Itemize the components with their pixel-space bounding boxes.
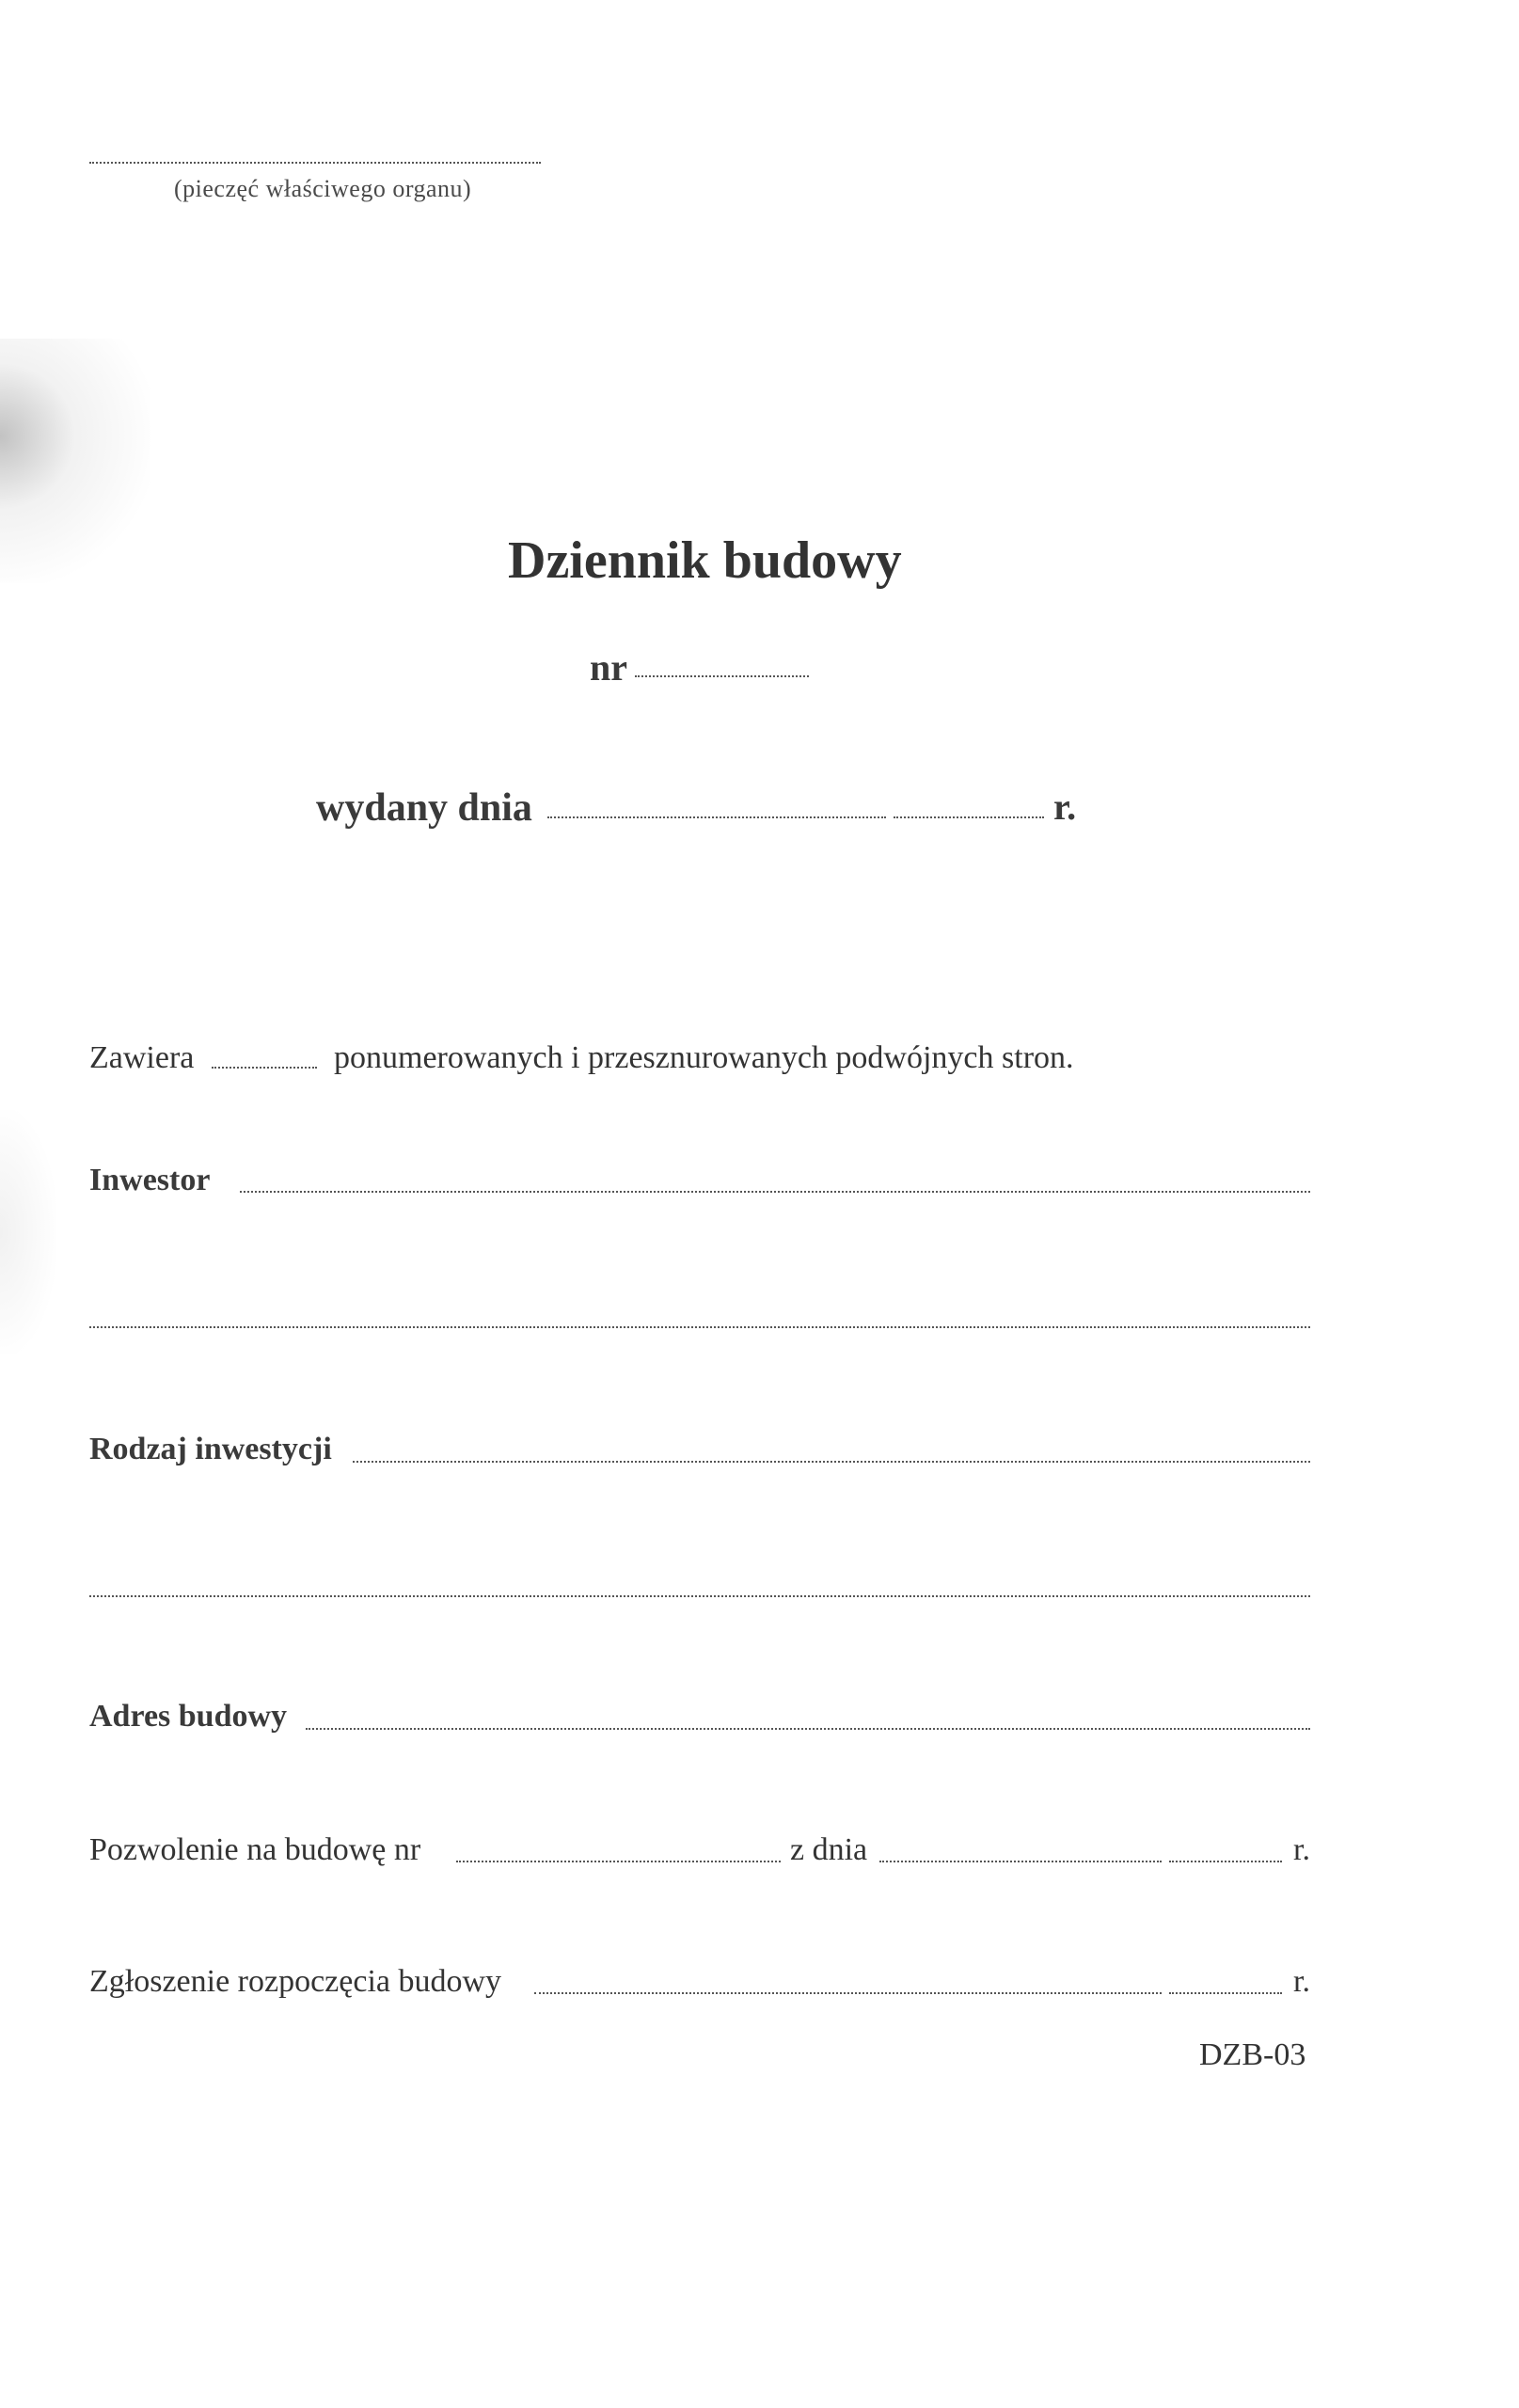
form-code: DZB-03	[1199, 2037, 1306, 2072]
contains-description: ponumerowanych i przesznurowanych podwójnych stron.	[334, 1040, 1074, 1075]
permit-label: Pozwolenie na budowę nr	[89, 1832, 421, 1867]
stamp-dotted-line	[89, 162, 541, 164]
investment-type-label: Rodzaj inwestycji	[89, 1432, 332, 1466]
scan-shadow	[0, 339, 150, 583]
issued-year-suffix: r.	[1053, 785, 1077, 828]
permit-number-field[interactable]	[456, 1861, 781, 1862]
contains-label: Zawiera	[89, 1040, 195, 1075]
permit-year-field[interactable]	[1169, 1861, 1282, 1862]
stamp-caption: (pieczęć właściwego organu)	[174, 175, 472, 202]
construction-address-label: Adres budowy	[89, 1699, 288, 1734]
issued-date-label: wydany dnia	[316, 786, 532, 830]
scan-shadow	[0, 1110, 56, 1354]
permit-date-label: z dnia	[790, 1832, 868, 1867]
issued-year-field[interactable]	[894, 816, 1044, 818]
number-field[interactable]	[635, 675, 809, 677]
permit-date-field[interactable]	[879, 1861, 1162, 1862]
investment-type-field-line-2[interactable]	[89, 1595, 1310, 1597]
page-count-field[interactable]	[212, 1067, 317, 1069]
issued-date-field[interactable]	[547, 816, 886, 818]
investment-type-field[interactable]	[353, 1461, 1310, 1463]
start-notice-year-field[interactable]	[1169, 1992, 1282, 1994]
document-title: Dziennik budowy	[508, 531, 902, 590]
permit-year-suffix: r.	[1293, 1832, 1310, 1867]
investor-label: Inwestor	[89, 1163, 211, 1197]
construction-address-field[interactable]	[306, 1728, 1310, 1730]
investor-field-line-2[interactable]	[89, 1326, 1310, 1328]
start-notice-date-field[interactable]	[534, 1992, 1162, 1994]
start-notice-year-suffix: r.	[1293, 1964, 1310, 1999]
start-notice-label: Zgłoszenie rozpoczęcia budowy	[89, 1964, 502, 1999]
investor-field[interactable]	[240, 1191, 1310, 1193]
number-label: nr	[590, 646, 627, 689]
